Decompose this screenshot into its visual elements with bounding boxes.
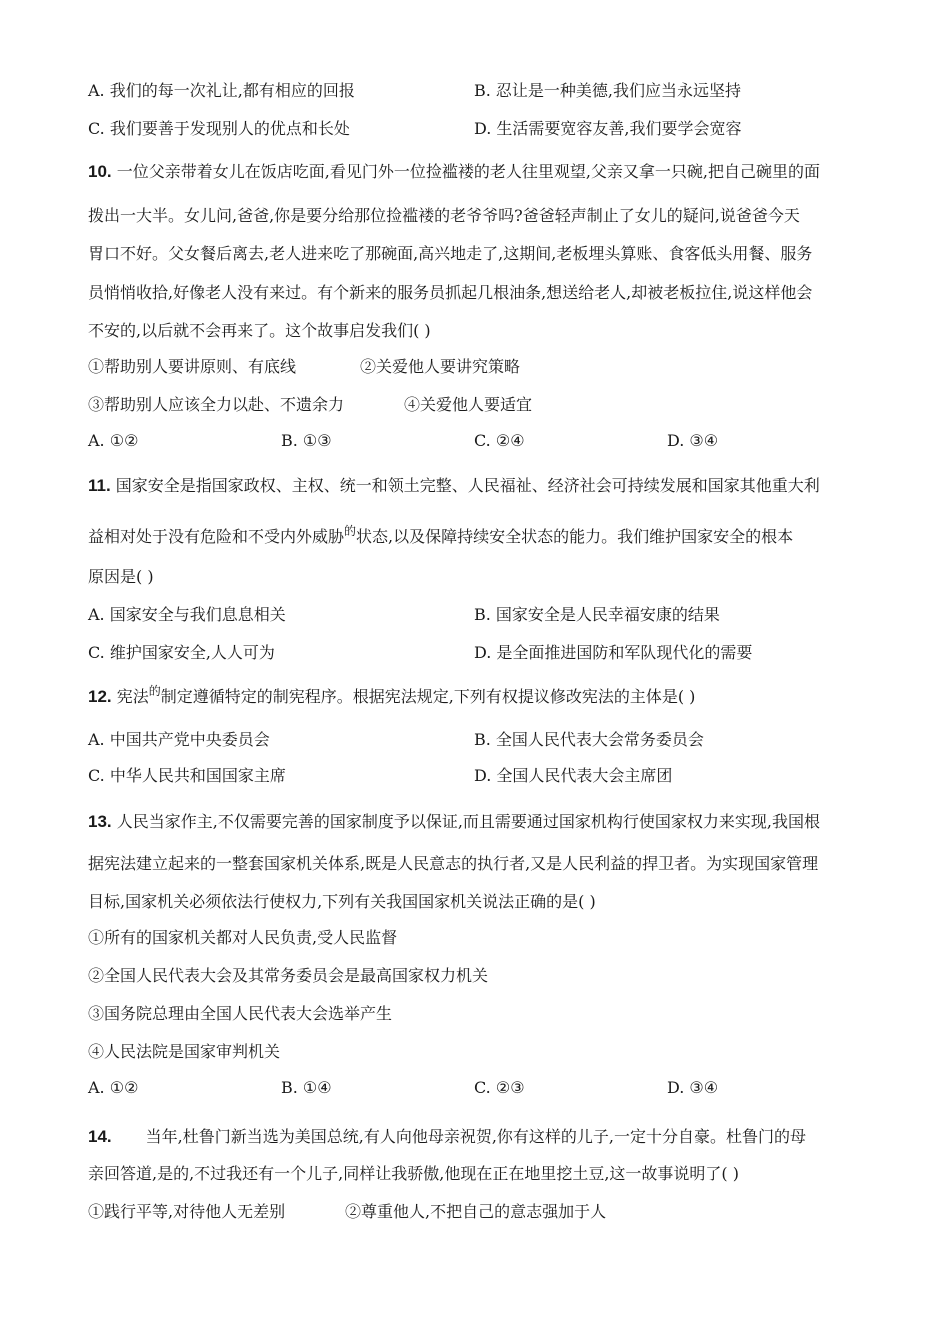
q10-stem-text-1: 一位父亲带着女儿在饭店吃面,看见门外一位捡褴褛的老人往里观望,父亲又拿一只碗,把自己碗里的面 — [116, 162, 820, 181]
q11-stem-line-3: 原因是( ) — [88, 567, 154, 586]
q12-stem-line-1 — [88, 684, 696, 708]
q14-number: 14. — [88, 1127, 112, 1146]
q14-stem-line-2: 亲回答道,是的,不过我还有一个儿子,同样让我骄傲,他现在正在地里挖土豆,这一故事说明了( ) — [88, 1164, 740, 1183]
q9-option-a: A. 我们的每一次礼让,都有相应的回报 — [88, 81, 355, 100]
q12-stem-text-1a: 宪法 — [116, 687, 149, 706]
q13-option-a: A. ①② — [88, 1078, 139, 1097]
q10-number: 10. — [88, 162, 112, 181]
q9-option-c: C. 我们要善于发现别人的优点和长处 — [88, 119, 350, 138]
q10-option-a: A. ①② — [88, 431, 139, 450]
q13-statement-1: ①所有的国家机关都对人民负责,受人民监督 — [88, 928, 398, 947]
q13-stem-line-2: 据宪法建立起来的一整套国家机关体系,既是人民意志的执行者,又是人民利益的捍卫者。为实现国家管理 — [88, 854, 819, 873]
q13-statement-2: ②全国人民代表大会及其常务委员会是最高国家权力机关 — [88, 966, 489, 985]
q12-option-c: C. 中华人民共和国国家主席 — [88, 766, 286, 785]
q13-option-b: B. ①④ — [281, 1078, 332, 1097]
q10-stem-line-1 — [88, 162, 820, 182]
q10-option-d: D. ③④ — [667, 431, 719, 450]
q9-option-b: B. 忍让是一种美德,我们应当永远坚持 — [474, 81, 742, 100]
q14-stem-line-1 — [88, 1127, 806, 1147]
q12-option-b: B. 全国人民代表大会常务委员会 — [474, 730, 704, 749]
q10-statement-4: ④关爱他人要适宜 — [404, 395, 533, 414]
q9-option-d: D. 生活需要宽容友善,我们要学会宽容 — [474, 119, 742, 138]
q12-option-d: D. 全国人民代表大会主席团 — [474, 766, 673, 785]
q10-statement-1: ①帮助别人要讲原则、有底线 — [88, 357, 297, 376]
q12-stem-text-1b: 制定遵循特定的制宪程序。根据宪法规定,下列有权提议修改宪法的主体是( ) — [160, 687, 696, 706]
q13-statement-4: ④人民法院是国家审判机关 — [88, 1042, 281, 1061]
q10-statement-3: ③帮助别人应该全力以赴、不遗余力 — [88, 395, 345, 414]
q13-number: 13. — [88, 812, 112, 831]
q11-superscript: 的 — [344, 524, 357, 538]
q12-option-a: A. 中国共产党中央委员会 — [88, 730, 270, 749]
q13-stem-line-1 — [88, 812, 820, 832]
q14-statement-2: ②尊重他人,不把自己的意志强加于人 — [345, 1202, 607, 1221]
q11-option-a: A. 国家安全与我们息息相关 — [88, 605, 286, 624]
q13-stem-line-3: 目标,国家机关必须依法行使权力,下列有关我国国家机关说法正确的是( ) — [88, 892, 596, 911]
q11-stem-line-2 — [88, 524, 794, 548]
q11-option-c: C. 维护国家安全,人人可为 — [88, 643, 275, 662]
q11-option-d: D. 是全面推进国防和军队现代化的需要 — [474, 643, 753, 662]
q11-stem-text-2b: 状态,以及保障持续安全状态的能力。我们维护国家安全的根本 — [356, 527, 794, 546]
q14-statement-1: ①践行平等,对待他人无差别 — [88, 1202, 286, 1221]
q10-statement-2: ②关爱他人要讲究策略 — [360, 357, 521, 376]
q11-stem-text-2a: 益相对处于没有危险和不受内外威胁 — [88, 527, 345, 546]
q10-stem-line-3: 胃口不好。父女餐后离去,老人进来吃了那碗面,高兴地走了,这期间,老板埋头算账、食客低头用餐、服务 — [88, 244, 813, 263]
q14-stem-text-1: 当年,杜鲁门新当选为美国总统,有人向他母亲祝贺,你有这样的儿子,一定十分自豪。杜鲁门的母 — [145, 1127, 806, 1146]
q10-stem-line-2: 拨出一大半。女儿问,爸爸,你是要分给那位捡褴褛的老爷爷吗?爸爸轻声制止了女儿的疑问,说爸爸今天 — [88, 206, 800, 225]
q10-stem-line-4: 员悄悄收拾,好像老人没有来过。有个新来的服务员抓起几根油条,想送给老人,却被老板拉住,说这样他会 — [88, 283, 813, 302]
q11-option-b: B. 国家安全是人民幸福安康的结果 — [474, 605, 720, 624]
q11-stem-line-1 — [88, 476, 820, 496]
q13-option-d: D. ③④ — [667, 1078, 719, 1097]
q12-number: 12. — [88, 687, 112, 706]
q10-stem-line-5: 不安的,以后就不会再来了。这个故事启发我们( ) — [88, 321, 431, 340]
q11-number: 11. — [88, 476, 111, 495]
q10-option-c: C. ②④ — [474, 431, 525, 450]
q13-stem-text-1: 人民当家作主,不仅需要完善的国家制度予以保证,而且需要通过国家机构行使国家权力来实现,我国根 — [116, 812, 820, 831]
q11-stem-text-1: 国家安全是指国家政权、主权、统一和领土完整、人民福祉、经济社会可持续发展和国家其他重大利 — [115, 476, 820, 495]
q13-statement-3: ③国务院总理由全国人民代表大会选举产生 — [88, 1004, 393, 1023]
q13-option-c: C. ②③ — [474, 1078, 525, 1097]
q12-superscript: 的 — [148, 684, 161, 698]
q10-option-b: B. ①③ — [281, 431, 332, 450]
